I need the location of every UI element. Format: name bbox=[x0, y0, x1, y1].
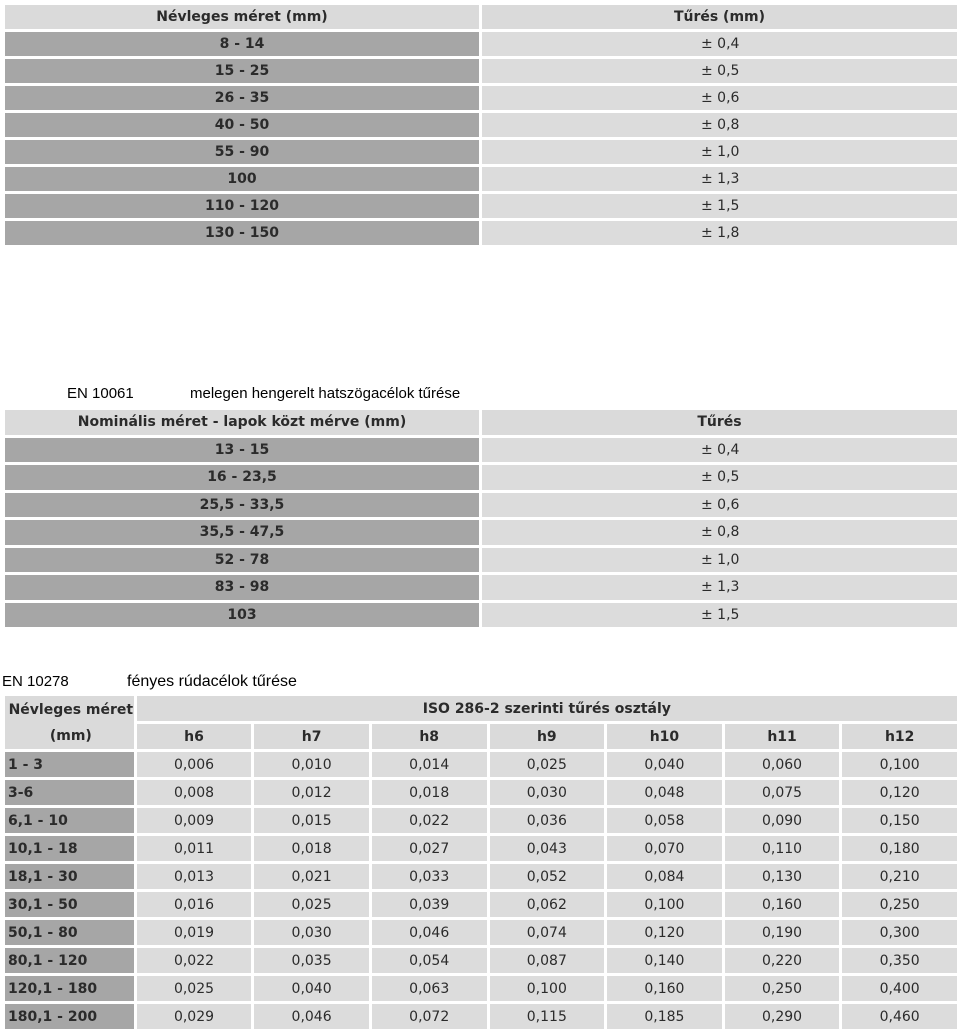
tolerance-value-cell: 0,016 bbox=[137, 892, 252, 917]
header-tolerance: Tűrés (mm) bbox=[482, 5, 957, 29]
table-row bbox=[5, 836, 957, 861]
table-row bbox=[5, 575, 957, 600]
tolerance-value-cell: 0,160 bbox=[607, 976, 722, 1001]
header-nominal-size-line1: Névleges méret bbox=[8, 701, 134, 718]
tolerance-cell: ± 0,6 bbox=[482, 493, 957, 518]
header-iso-group: ISO 286-2 szerinti tűrés osztály bbox=[137, 696, 957, 721]
tolerance-value-cell: 0,039 bbox=[372, 892, 487, 917]
tolerance-value-cell: 0,012 bbox=[254, 780, 369, 805]
tolerance-value-cell: 0,048 bbox=[607, 780, 722, 805]
tolerance-cell: ± 1,5 bbox=[482, 603, 957, 628]
size-cell: 180,1 - 200 bbox=[5, 1004, 134, 1029]
tolerance-value-cell: 0,210 bbox=[842, 864, 957, 889]
size-cell: 110 - 120 bbox=[5, 194, 479, 218]
tolerance-value-cell: 0,029 bbox=[137, 1004, 252, 1029]
tolerance-value-cell: 0,130 bbox=[725, 864, 840, 889]
size-cell: 25,5 - 33,5 bbox=[5, 493, 479, 518]
tolerance-value-cell: 0,100 bbox=[842, 752, 957, 777]
tolerance-value-cell: 0,040 bbox=[254, 976, 369, 1001]
tolerance-value-cell: 0,180 bbox=[842, 836, 957, 861]
size-cell: 16 - 23,5 bbox=[5, 465, 479, 490]
table-row bbox=[5, 59, 957, 83]
tolerance-value-cell: 0,250 bbox=[842, 892, 957, 917]
table-row bbox=[5, 603, 957, 628]
tolerance-value-cell: 0,060 bbox=[725, 752, 840, 777]
tolerance-value-cell: 0,120 bbox=[607, 920, 722, 945]
tolerance-value-cell: 0,046 bbox=[254, 1004, 369, 1029]
table-row bbox=[5, 438, 957, 463]
tolerance-value-cell: 0,350 bbox=[842, 948, 957, 973]
tolerance-cell: ± 0,5 bbox=[482, 465, 957, 490]
size-cell: 6,1 - 10 bbox=[5, 808, 134, 833]
table-row bbox=[5, 976, 957, 1001]
tolerance-value-cell: 0,120 bbox=[842, 780, 957, 805]
tolerance-value-cell: 0,033 bbox=[372, 864, 487, 889]
tolerance-value-cell: 0,025 bbox=[254, 892, 369, 917]
size-cell: 8 - 14 bbox=[5, 32, 479, 56]
size-cell: 26 - 35 bbox=[5, 86, 479, 110]
table-row bbox=[5, 221, 957, 245]
tolerance-value-cell: 0,022 bbox=[372, 808, 487, 833]
header-class-h8: h8 bbox=[372, 724, 487, 749]
tolerance-value-cell: 0,075 bbox=[725, 780, 840, 805]
tolerance-cell: ± 0,6 bbox=[482, 86, 957, 110]
table-row bbox=[5, 493, 957, 518]
size-cell: 120,1 - 180 bbox=[5, 976, 134, 1001]
tolerance-value-cell: 0,030 bbox=[254, 920, 369, 945]
table-row bbox=[5, 1004, 957, 1029]
size-cell: 18,1 - 30 bbox=[5, 864, 134, 889]
tolerance-value-cell: 0,160 bbox=[725, 892, 840, 917]
table-row bbox=[5, 752, 957, 777]
tolerance-value-cell: 0,027 bbox=[372, 836, 487, 861]
tolerance-value-cell: 0,030 bbox=[490, 780, 605, 805]
tolerance-value-cell: 0,018 bbox=[372, 780, 487, 805]
header-class-h11: h11 bbox=[725, 724, 840, 749]
tolerance-value-cell: 0,036 bbox=[490, 808, 605, 833]
tolerance-class-table bbox=[2, 693, 960, 1032]
tolerance-value-cell: 0,014 bbox=[372, 752, 487, 777]
size-cell: 130 - 150 bbox=[5, 221, 479, 245]
tolerance-value-cell: 0,011 bbox=[137, 836, 252, 861]
size-cell: 30,1 - 50 bbox=[5, 892, 134, 917]
size-cell: 10,1 - 18 bbox=[5, 836, 134, 861]
header-class-h6: h6 bbox=[137, 724, 252, 749]
tolerance-value-cell: 0,009 bbox=[137, 808, 252, 833]
tolerance-value-cell: 0,140 bbox=[607, 948, 722, 973]
tolerance-cell: ± 0,4 bbox=[482, 32, 957, 56]
table-row bbox=[5, 808, 957, 833]
tolerance-cell: ± 1,0 bbox=[482, 548, 957, 573]
tolerance-value-cell: 0,043 bbox=[490, 836, 605, 861]
size-cell: 1 - 3 bbox=[5, 752, 134, 777]
tolerance-value-cell: 0,022 bbox=[137, 948, 252, 973]
table-row bbox=[5, 520, 957, 545]
tolerance-value-cell: 0,046 bbox=[372, 920, 487, 945]
tolerance-value-cell: 0,460 bbox=[842, 1004, 957, 1029]
tolerance-value-cell: 0,150 bbox=[842, 808, 957, 833]
tolerance-cell: ± 1,8 bbox=[482, 221, 957, 245]
table-header-row bbox=[5, 5, 957, 29]
table-row bbox=[5, 548, 957, 573]
tolerance-value-cell: 0,013 bbox=[137, 864, 252, 889]
header-class-h12: h12 bbox=[842, 724, 957, 749]
tolerance-value-cell: 0,070 bbox=[607, 836, 722, 861]
header-class-h9: h9 bbox=[490, 724, 605, 749]
header-class-h10: h10 bbox=[607, 724, 722, 749]
table-header-row bbox=[5, 410, 957, 435]
tolerance-value-cell: 0,035 bbox=[254, 948, 369, 973]
header-class-h7: h7 bbox=[254, 724, 369, 749]
tolerance-value-cell: 0,074 bbox=[490, 920, 605, 945]
table-row bbox=[5, 465, 957, 490]
section-2-standard-code: EN 10061 bbox=[67, 385, 134, 402]
tolerance-value-cell: 0,008 bbox=[137, 780, 252, 805]
table-row bbox=[5, 167, 957, 191]
tolerance-value-cell: 0,110 bbox=[725, 836, 840, 861]
tolerance-value-cell: 0,100 bbox=[490, 976, 605, 1001]
tolerance-table-2 bbox=[2, 407, 960, 630]
tolerance-value-cell: 0,006 bbox=[137, 752, 252, 777]
tolerance-value-cell: 0,063 bbox=[372, 976, 487, 1001]
size-cell: 103 bbox=[5, 603, 479, 628]
tolerance-value-cell: 0,090 bbox=[725, 808, 840, 833]
tolerance-value-cell: 0,250 bbox=[725, 976, 840, 1001]
table-row bbox=[5, 113, 957, 137]
header-nominal-size-line2: (mm) bbox=[49, 727, 92, 744]
table-row bbox=[5, 780, 957, 805]
size-cell: 83 - 98 bbox=[5, 575, 479, 600]
header-nominal-size bbox=[5, 696, 134, 749]
size-cell: 100 bbox=[5, 167, 479, 191]
tolerance-value-cell: 0,087 bbox=[490, 948, 605, 973]
table-row bbox=[5, 32, 957, 56]
tolerance-value-cell: 0,185 bbox=[607, 1004, 722, 1029]
tolerance-value-cell: 0,025 bbox=[137, 976, 252, 1001]
size-cell: 55 - 90 bbox=[5, 140, 479, 164]
table-class-header-row bbox=[5, 724, 957, 749]
tolerance-value-cell: 0,018 bbox=[254, 836, 369, 861]
size-cell: 35,5 - 47,5 bbox=[5, 520, 479, 545]
tolerance-cell: ± 0,8 bbox=[482, 113, 957, 137]
header-nominal-size: Nominális méret - lapok közt mérve (mm) bbox=[5, 410, 479, 435]
tolerance-value-cell: 0,062 bbox=[490, 892, 605, 917]
tolerance-value-cell: 0,100 bbox=[607, 892, 722, 917]
tolerance-value-cell: 0,072 bbox=[372, 1004, 487, 1029]
tolerance-value-cell: 0,054 bbox=[372, 948, 487, 973]
size-cell: 50,1 - 80 bbox=[5, 920, 134, 945]
tolerance-value-cell: 0,190 bbox=[725, 920, 840, 945]
tolerance-value-cell: 0,025 bbox=[490, 752, 605, 777]
tolerance-cell: ± 1,5 bbox=[482, 194, 957, 218]
tolerance-cell: ± 0,4 bbox=[482, 438, 957, 463]
header-nominal-size: Névleges méret (mm) bbox=[5, 5, 479, 29]
tolerance-value-cell: 0,019 bbox=[137, 920, 252, 945]
tolerance-value-cell: 0,015 bbox=[254, 808, 369, 833]
tolerance-value-cell: 0,058 bbox=[607, 808, 722, 833]
tolerance-cell: ± 0,8 bbox=[482, 520, 957, 545]
size-cell: 40 - 50 bbox=[5, 113, 479, 137]
section-2-title: melegen hengerelt hatszögacélok tűrése bbox=[190, 385, 461, 402]
tolerance-value-cell: 0,300 bbox=[842, 920, 957, 945]
section-3-title: fényes rúdacélok tűrése bbox=[127, 673, 297, 690]
table-row bbox=[5, 194, 957, 218]
tolerance-cell: ± 1,3 bbox=[482, 167, 957, 191]
size-cell: 3-6 bbox=[5, 780, 134, 805]
tolerance-table-1 bbox=[2, 2, 960, 248]
table-row bbox=[5, 920, 957, 945]
tolerance-cell: ± 1,3 bbox=[482, 575, 957, 600]
tolerance-cell: ± 1,0 bbox=[482, 140, 957, 164]
table-row bbox=[5, 140, 957, 164]
size-cell: 80,1 - 120 bbox=[5, 948, 134, 973]
tolerance-value-cell: 0,084 bbox=[607, 864, 722, 889]
header-tolerance: Tűrés bbox=[482, 410, 957, 435]
section-3-standard-code: EN 10278 bbox=[2, 673, 69, 690]
tolerance-value-cell: 0,115 bbox=[490, 1004, 605, 1029]
size-cell: 52 - 78 bbox=[5, 548, 479, 573]
tolerance-value-cell: 0,010 bbox=[254, 752, 369, 777]
size-cell: 15 - 25 bbox=[5, 59, 479, 83]
table-row bbox=[5, 86, 957, 110]
tolerance-value-cell: 0,290 bbox=[725, 1004, 840, 1029]
size-cell: 13 - 15 bbox=[5, 438, 479, 463]
table-row bbox=[5, 948, 957, 973]
table-row bbox=[5, 864, 957, 889]
table-header-row bbox=[5, 696, 957, 721]
tolerance-value-cell: 0,220 bbox=[725, 948, 840, 973]
tolerance-value-cell: 0,040 bbox=[607, 752, 722, 777]
tolerance-value-cell: 0,400 bbox=[842, 976, 957, 1001]
tolerance-value-cell: 0,052 bbox=[490, 864, 605, 889]
tolerance-value-cell: 0,021 bbox=[254, 864, 369, 889]
tolerance-cell: ± 0,5 bbox=[482, 59, 957, 83]
table-row bbox=[5, 892, 957, 917]
